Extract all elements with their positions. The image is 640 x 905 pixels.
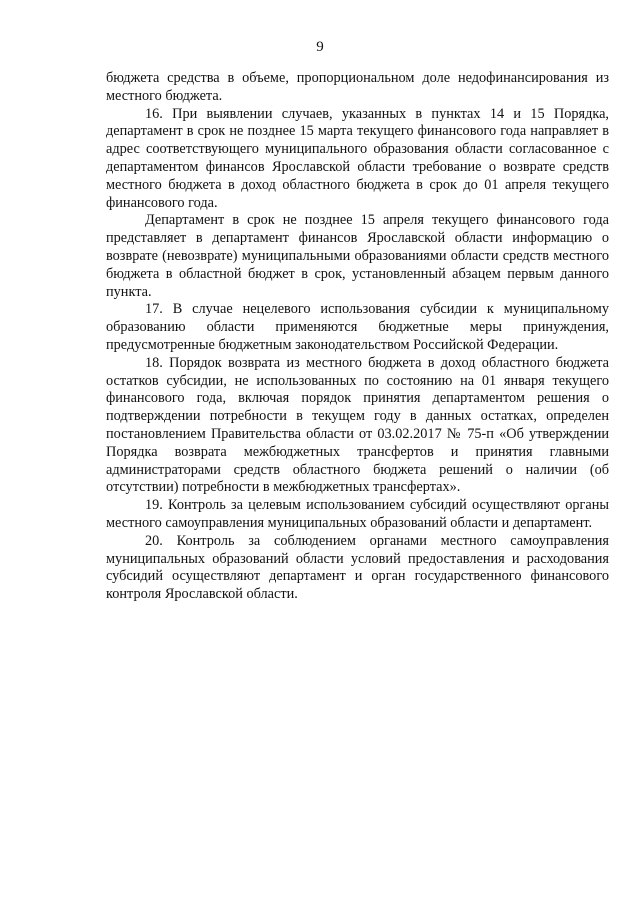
- paragraph-item-20: 20. Контроль за соблюдением органами местного самоуправления муниципальных образований области условий предоставления и расходования субсидий осуществляют департамент и орган государственного финансового контроля Ярославской области.: [106, 532, 609, 603]
- document-body: [106, 70, 609, 604]
- paragraph-item-17: 17. В случае нецелевого использования субсидии к муниципальному образованию области применяются бюджетные меры принуждения, предусмотренные бюджетным законодательством Российской Федерации.: [106, 301, 609, 353]
- paragraph-item-16-continued: Департамент в срок не позднее 15 апреля текущего финансового года представляет в департамент финансов Ярославской области информацию о возврате (невозврате) муниципальными образованиями области средств местного бюджета в областной бюджет в срок, установленный абзацем первым данного пункта.: [106, 212, 609, 300]
- paragraph-item-18: 18. Порядок возврата из местного бюджета в доход областного бюджета остатков субсидии, не использованных по состоянию на 01 января текущего финансового года, включая порядок принятия департаментом решения о подтверждении потребности в текущем году в данных остатках, определен постановлением Правительства области от 03.02.2017 № 75-п «Об утверждении Порядка возврата межбюджетных трансфертов и принятия главными администраторами средств областного бюджета решений о наличии (об отсутствии) потребности в межбюджетных трансфертах».: [106, 354, 609, 496]
- page-number: 9: [316, 39, 324, 55]
- paragraph-continuation: бюджета средства в объеме, пропорциональном доле недофинансирования из местного бюджета.: [106, 70, 609, 104]
- paragraph-item-19: 19. Контроль за целевым использованием субсидий осуществляют органы местного самоуправления муниципальных образований области и департамент.: [106, 497, 609, 531]
- paragraph-item-16: 16. При выявлении случаев, указанных в пунктах 14 и 15 Порядка, департамент в срок не позднее 15 марта текущего финансового года направляет в адрес соответствующего муниципального образования области согласованное с департаментом финансов Ярославской области требование о возврате средств местного бюджета в доход областного бюджета в срок до 01 апреля текущего финансового года.: [106, 105, 609, 211]
